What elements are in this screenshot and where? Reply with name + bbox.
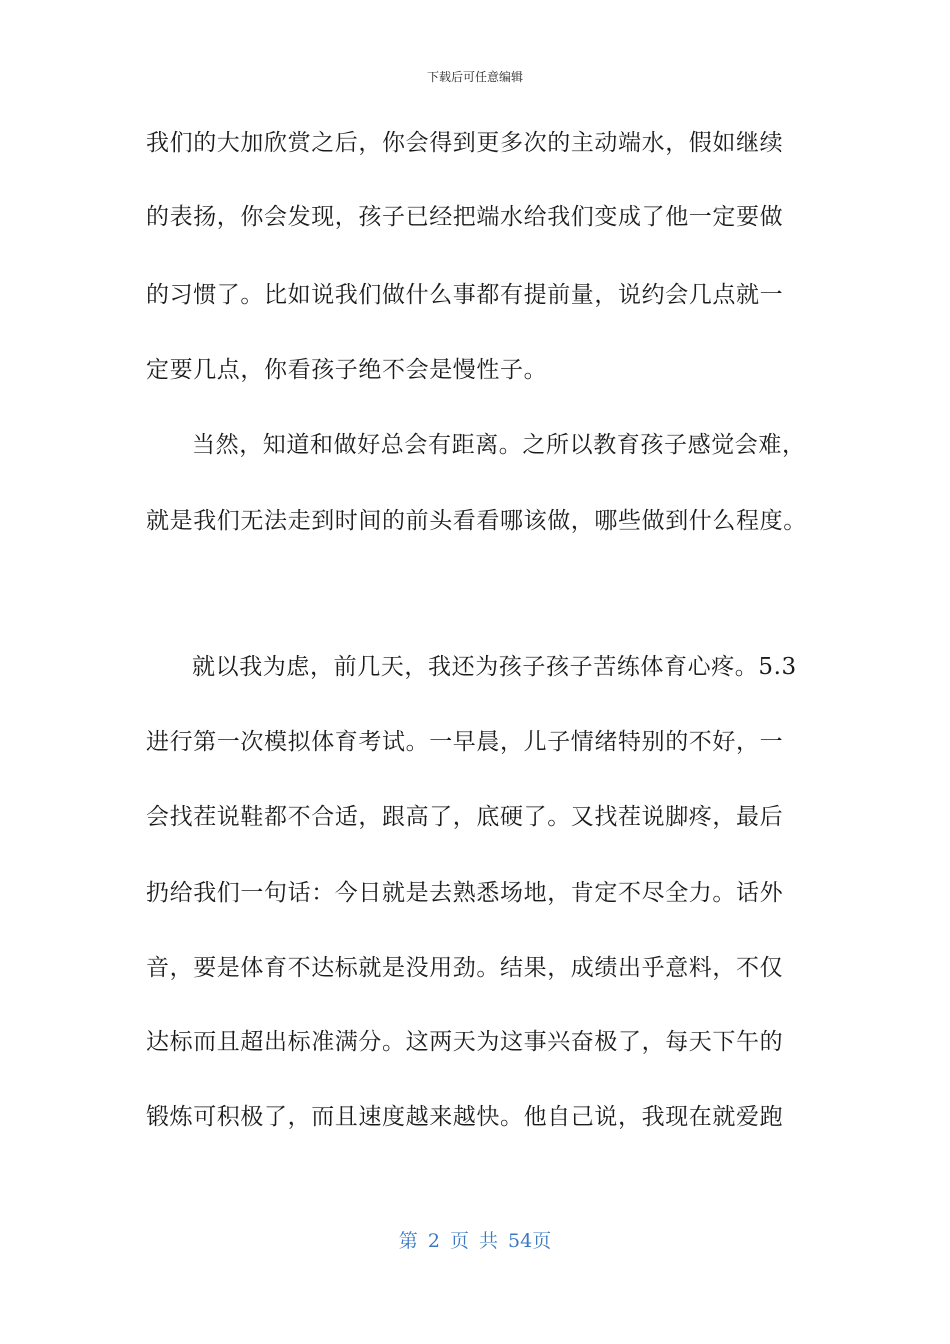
text-line: 的习惯了。比如说我们做什么事都有提前量，说约会几点就一 [146,282,784,308]
text-line: 音，要是体育不达标就是没用劲。结果，成绩出乎意料，不仅 [146,955,784,981]
text-line: 达标而且超出标准满分。这两天为这事兴奋极了，每天下午的 [146,1029,784,1055]
text-line: 当然，知道和做好总会有距离。之所以教育孩子感觉会难， [192,432,806,458]
page-header: 下载后可任意编辑 [426,70,523,84]
text-line: 进行第一次模拟体育考试。一早晨，儿子情绪特别的不好，一 [146,729,784,755]
text-line: 会找茬说鞋都不合适，跟高了，底硬了。又找茬说脚疼，最后 [146,804,784,830]
text-line: 扔给我们一句话：今日就是去熟悉场地，肯定不尽全力。话外 [146,880,784,906]
text-line: 定要几点，你看孩子绝不会是慢性子。 [146,357,548,383]
text-line: 就以我为虑，前几天，我还为孩子孩子苦练体育心疼。5.3 [192,654,797,680]
page-footer: 第 2 页 共 54页 [398,1230,552,1252]
text-line: 就是我们无法走到时间的前头看看哪该做，哪些做到什么程度。 [146,508,807,534]
text-line: 我们的大加欣赏之后，你会得到更多次的主动端水，假如继续 [146,130,784,156]
text-line: 的表扬，你会发现，孩子已经把端水给我们变成了他一定要做 [146,204,784,230]
text-line: 锻炼可积极了，而且速度越来越快。他自己说，我现在就爱跑 [146,1104,784,1130]
